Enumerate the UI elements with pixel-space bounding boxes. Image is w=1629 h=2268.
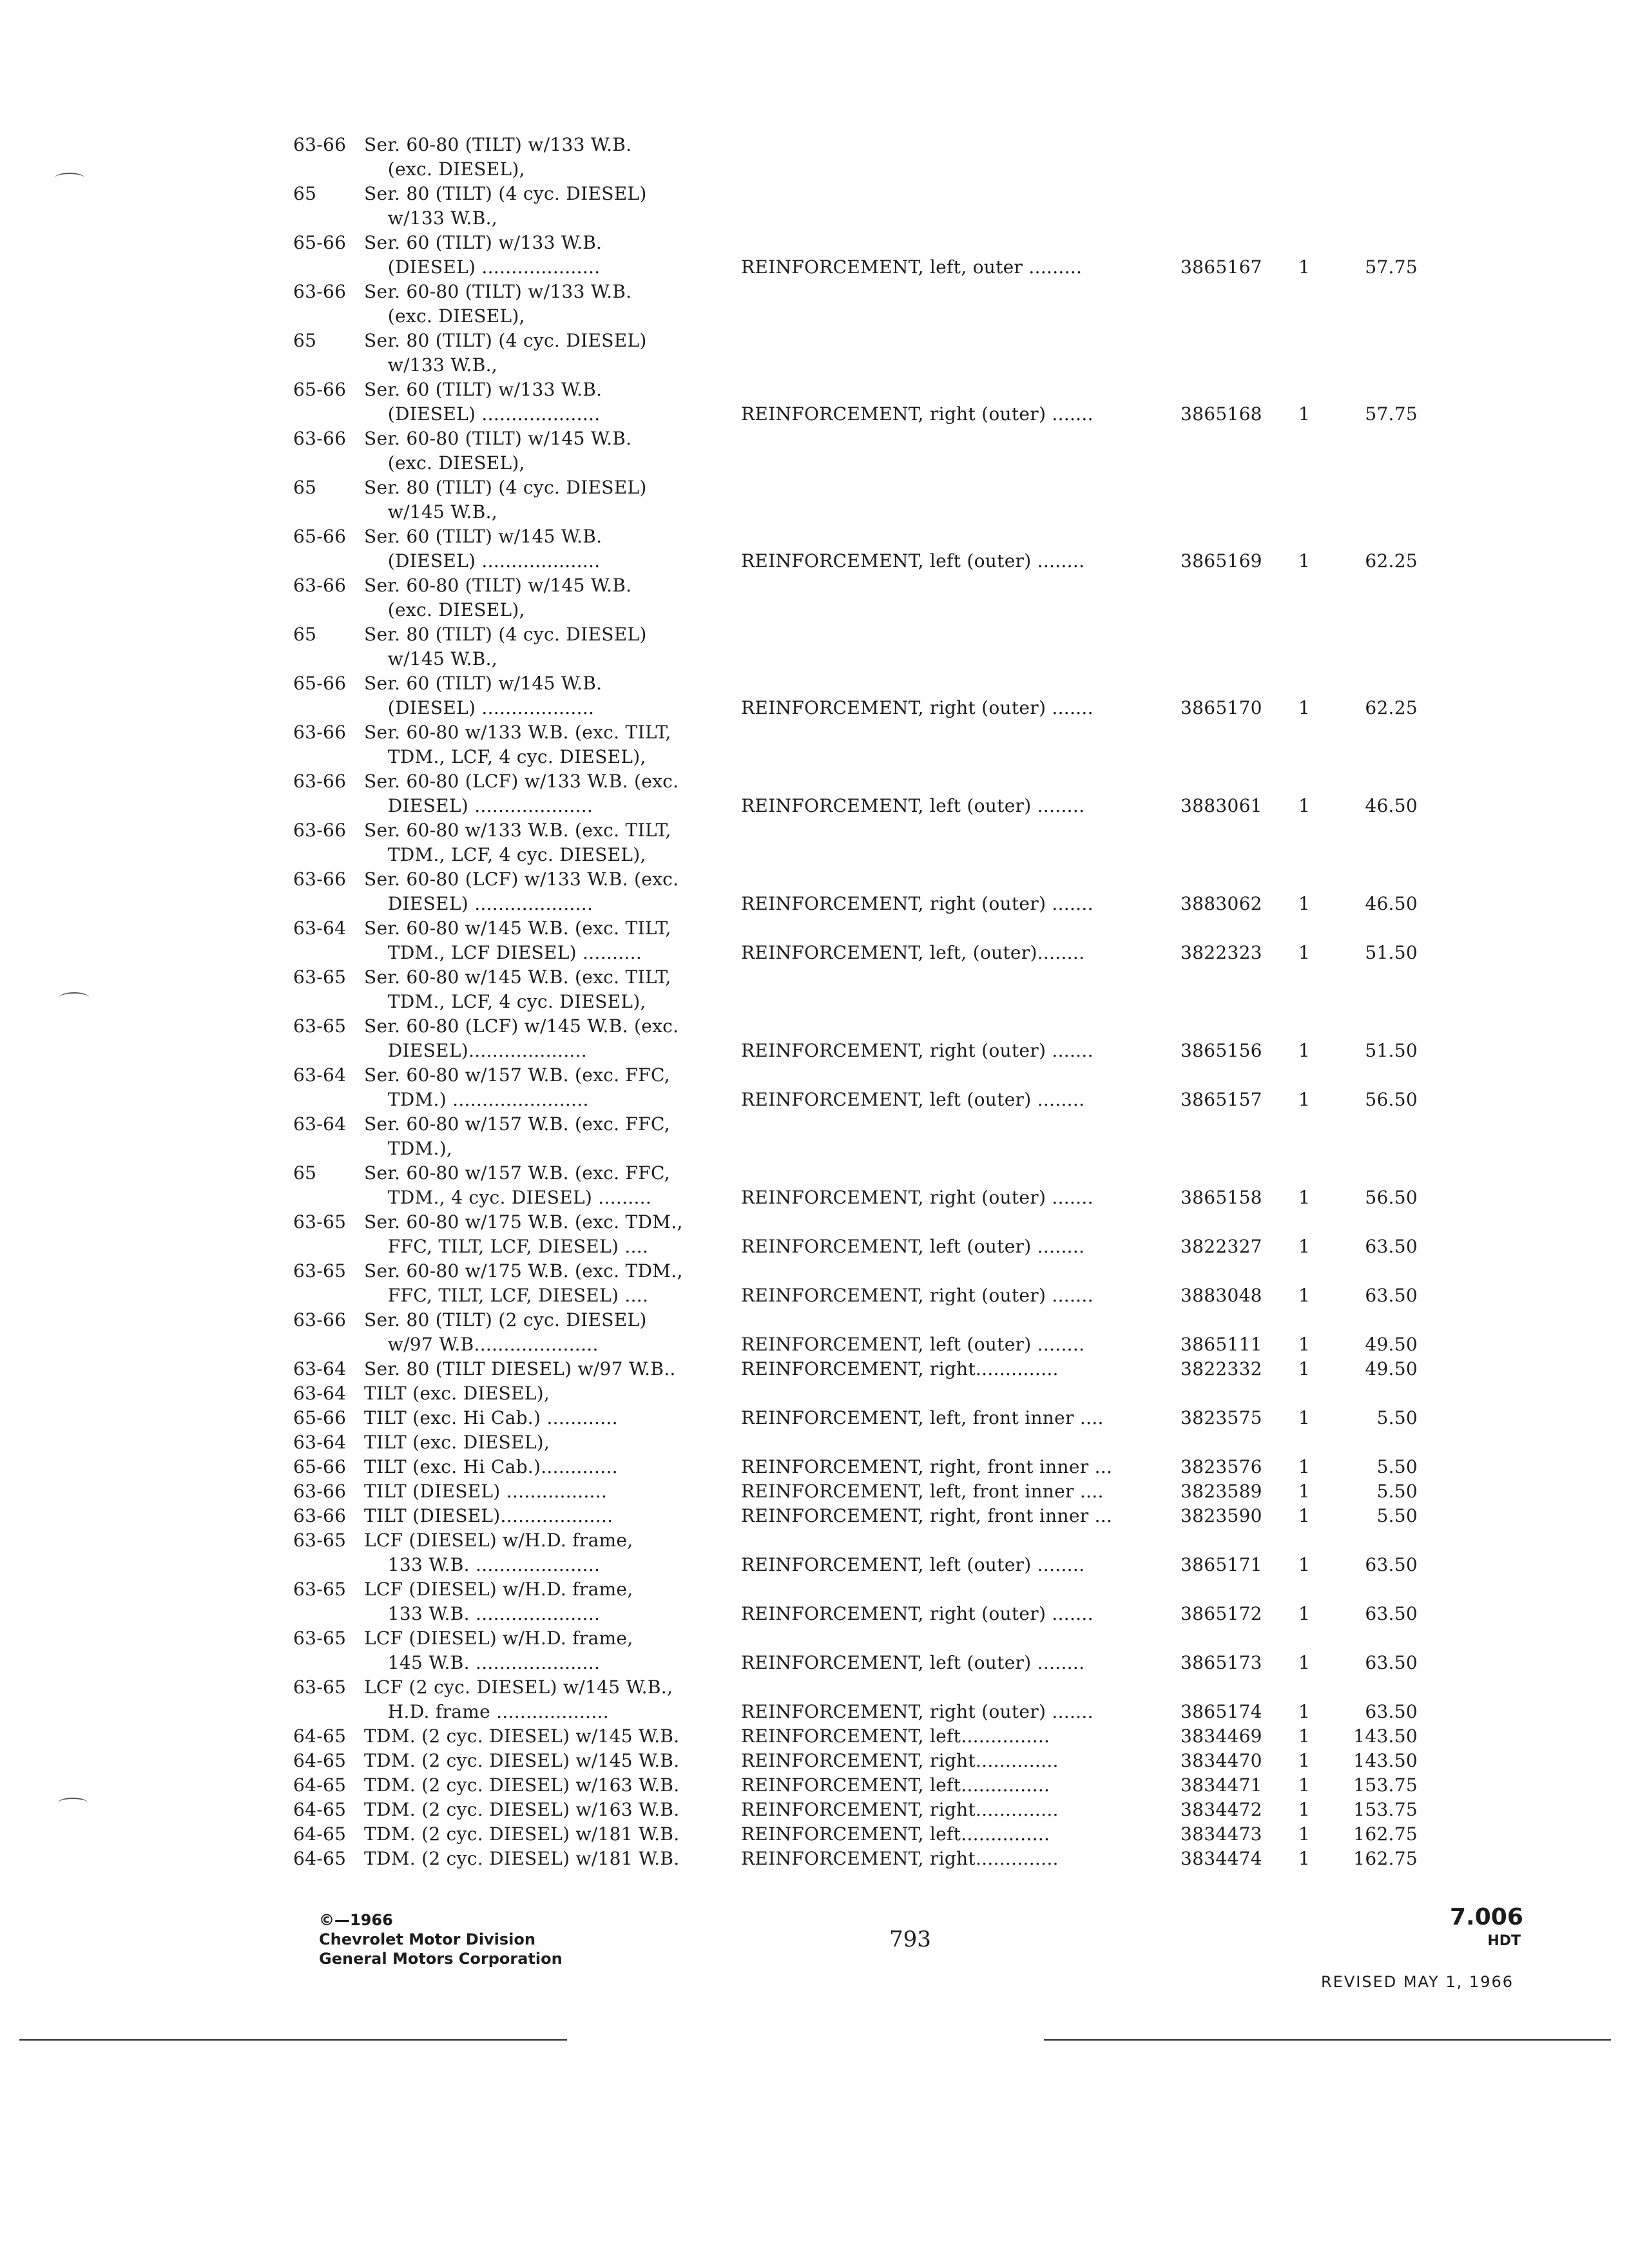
price-cell: 153.75 xyxy=(1353,1774,1418,1796)
application-cell: Ser. 60-80 w/145 W.B. (exc. TILT, xyxy=(364,918,671,939)
price-cell: 51.50 xyxy=(1365,1040,1418,1061)
bottom-rule xyxy=(1044,2039,1611,2041)
application-cell: Ser. 80 (TILT) (4 cyc. DIESEL) xyxy=(364,183,647,204)
application-cell: Ser. 60-80 w/157 W.B. (exc. FFC, xyxy=(364,1064,670,1086)
application-cell: TDM., LCF, 4 cyc. DIESEL), xyxy=(364,991,646,1012)
part-number-cell: 3865169 xyxy=(1181,550,1262,572)
part-number-cell: 3865170 xyxy=(1181,697,1262,718)
copyright-line: ©—1966 xyxy=(319,1911,393,1929)
part-number-cell: 3834469 xyxy=(1181,1725,1262,1747)
application-cell: 133 W.B. ..................... xyxy=(364,1603,601,1624)
application-cell: Ser. 80 (TILT) (4 cyc. DIESEL) xyxy=(364,330,647,351)
application-cell: DIESEL) .................... xyxy=(364,795,593,816)
application-cell: 133 W.B. ..................... xyxy=(364,1554,601,1575)
application-cell: Ser. 60-80 (LCF) w/133 W.B. (exc. xyxy=(364,771,679,792)
year-cell: 63-66 xyxy=(293,1309,347,1331)
price-cell: 57.75 xyxy=(1365,256,1418,278)
price-cell: 46.50 xyxy=(1365,893,1418,914)
application-cell: w/133 W.B., xyxy=(364,354,498,376)
quantity-cell: 1 xyxy=(1298,1652,1311,1673)
year-cell: 64-65 xyxy=(293,1774,347,1796)
part-name-cell: REINFORCEMENT, left............... xyxy=(741,1725,1050,1747)
section-number: 7.006 xyxy=(1450,1904,1523,1930)
year-cell: 63-65 xyxy=(293,966,347,988)
quantity-cell: 1 xyxy=(1298,795,1311,816)
part-number-cell: 3865158 xyxy=(1181,1187,1262,1208)
quantity-cell: 1 xyxy=(1298,256,1311,278)
application-cell: Ser. 60-80 (TILT) w/145 W.B. xyxy=(364,428,632,449)
year-cell: 63-64 xyxy=(293,1432,347,1453)
price-cell: 56.50 xyxy=(1365,1187,1418,1208)
application-cell: Ser. 60-80 w/175 W.B. (exc. TDM., xyxy=(364,1211,683,1233)
year-cell: 63-64 xyxy=(293,918,347,939)
application-cell: TDM. (2 cyc. DIESEL) w/181 W.B. xyxy=(364,1823,680,1845)
application-cell: Ser. 60-80 (LCF) w/145 W.B. (exc. xyxy=(364,1015,679,1037)
application-cell: Ser. 60-80 w/175 W.B. (exc. TDM., xyxy=(364,1260,683,1282)
quantity-cell: 1 xyxy=(1298,1554,1311,1575)
part-name-cell: REINFORCEMENT, left (outer) ........ xyxy=(741,1334,1085,1355)
application-cell: Ser. 60 (TILT) w/145 W.B. xyxy=(364,673,602,694)
footer-publisher xyxy=(319,1910,563,1968)
price-cell: 49.50 xyxy=(1365,1358,1418,1379)
year-cell: 63-65 xyxy=(293,1260,347,1282)
application-cell: Ser. 60 (TILT) w/145 W.B. xyxy=(364,526,602,547)
price-cell: 5.50 xyxy=(1376,1407,1418,1428)
year-cell: 63-66 xyxy=(293,1505,347,1526)
year-cell: 63-64 xyxy=(293,1113,347,1135)
part-name-cell: REINFORCEMENT, right (outer) ....... xyxy=(741,1285,1094,1306)
price-cell: 63.50 xyxy=(1365,1652,1418,1673)
year-cell: 63-64 xyxy=(293,1358,347,1379)
application-cell: (DIESEL) ................... xyxy=(364,697,595,718)
application-cell: Ser. 60-80 w/133 W.B. (exc. TILT, xyxy=(364,722,671,743)
price-cell: 62.25 xyxy=(1365,697,1418,718)
application-cell: Ser. 60-80 (TILT) w/133 W.B. xyxy=(364,281,632,302)
price-cell: 56.50 xyxy=(1365,1089,1418,1110)
price-cell: 5.50 xyxy=(1376,1505,1418,1526)
part-number-cell: 3823589 xyxy=(1181,1481,1262,1502)
hole-punch-mark xyxy=(59,992,89,1003)
application-cell: Ser. 80 (TILT) (4 cyc. DIESEL) xyxy=(364,624,647,645)
year-cell: 65-66 xyxy=(293,526,347,547)
part-name-cell: REINFORCEMENT, right.............. xyxy=(741,1750,1059,1771)
part-number-cell: 3865157 xyxy=(1181,1089,1262,1110)
quantity-cell: 1 xyxy=(1298,1603,1311,1624)
application-cell: Ser. 60-80 w/157 W.B. (exc. FFC, xyxy=(364,1113,670,1135)
year-cell: 65 xyxy=(293,183,317,204)
part-name-cell: REINFORCEMENT, right (outer) ....... xyxy=(741,697,1094,718)
application-cell: TDM.) ....................... xyxy=(364,1089,589,1110)
application-cell: TDM.), xyxy=(364,1138,453,1159)
section-code: HDT xyxy=(1487,1933,1521,1949)
part-name-cell: REINFORCEMENT, right.............. xyxy=(741,1358,1059,1379)
part-name-cell: REINFORCEMENT, left (outer) ........ xyxy=(741,1652,1085,1673)
quantity-cell: 1 xyxy=(1298,1187,1311,1208)
application-cell: Ser. 80 (TILT) (4 cyc. DIESEL) xyxy=(364,477,647,498)
year-cell: 63-65 xyxy=(293,1677,347,1698)
quantity-cell: 1 xyxy=(1298,893,1311,914)
part-number-cell: 3834470 xyxy=(1181,1750,1262,1771)
part-name-cell: REINFORCEMENT, left, outer ......... xyxy=(741,256,1083,278)
quantity-cell: 1 xyxy=(1298,1285,1311,1306)
quantity-cell: 1 xyxy=(1298,1505,1311,1526)
part-number-cell: 3883048 xyxy=(1181,1285,1262,1306)
price-cell: 63.50 xyxy=(1365,1236,1418,1257)
year-cell: 63-64 xyxy=(293,1383,347,1404)
application-cell: DIESEL).................... xyxy=(364,1040,587,1061)
year-cell: 65 xyxy=(293,1162,317,1184)
part-number-cell: 3834472 xyxy=(1181,1799,1262,1820)
year-cell: 64-65 xyxy=(293,1799,347,1820)
application-cell: FFC, TILT, LCF, DIESEL) .... xyxy=(364,1285,649,1306)
year-cell: 64-65 xyxy=(293,1725,347,1747)
application-cell: Ser. 80 (TILT DIESEL) w/97 W.B.. xyxy=(364,1358,676,1379)
hole-punch-mark xyxy=(58,1798,88,1808)
year-cell: 65-66 xyxy=(293,1407,347,1428)
year-cell: 65-66 xyxy=(293,379,347,400)
part-number-cell: 3865172 xyxy=(1181,1603,1262,1624)
part-number-cell: 3883061 xyxy=(1181,795,1262,816)
part-name-cell: REINFORCEMENT, left (outer) ........ xyxy=(741,1089,1085,1110)
part-number-cell: 3883062 xyxy=(1181,893,1262,914)
year-cell: 65 xyxy=(293,624,317,645)
application-cell: LCF (2 cyc. DIESEL) w/145 W.B., xyxy=(364,1677,673,1698)
part-number-cell: 3865174 xyxy=(1181,1701,1262,1722)
year-cell: 64-65 xyxy=(293,1848,347,1869)
part-number-cell: 3823590 xyxy=(1181,1505,1262,1526)
quantity-cell: 1 xyxy=(1298,403,1311,425)
application-cell: TILT (DIESEL) ................. xyxy=(364,1481,608,1502)
application-cell: (exc. DIESEL), xyxy=(364,305,525,327)
price-cell: 5.50 xyxy=(1376,1481,1418,1502)
application-cell: Ser. 60-80 w/157 W.B. (exc. FFC, xyxy=(364,1162,670,1184)
part-number-cell: 3823576 xyxy=(1181,1456,1262,1477)
year-cell: 63-64 xyxy=(293,1064,347,1086)
part-number-cell: 3865171 xyxy=(1181,1554,1262,1575)
application-cell: (DIESEL) .................... xyxy=(364,256,601,278)
application-cell: LCF (DIESEL) w/H.D. frame, xyxy=(364,1579,633,1600)
part-number-cell: 3865173 xyxy=(1181,1652,1262,1673)
application-cell: TILT (exc. DIESEL), xyxy=(364,1432,550,1453)
application-cell: TDM. (2 cyc. DIESEL) w/163 W.B. xyxy=(364,1799,680,1820)
price-cell: 162.75 xyxy=(1353,1823,1418,1845)
part-name-cell: REINFORCEMENT, left............... xyxy=(741,1823,1050,1845)
price-cell: 57.75 xyxy=(1365,403,1418,425)
quantity-cell: 1 xyxy=(1298,1358,1311,1379)
application-cell: H.D. frame ................... xyxy=(364,1701,609,1722)
part-name-cell: REINFORCEMENT, right, front inner ... xyxy=(741,1456,1113,1477)
part-name-cell: REINFORCEMENT, right (outer) ....... xyxy=(741,1701,1094,1722)
application-cell: (DIESEL) .................... xyxy=(364,550,601,572)
part-number-cell: 3823575 xyxy=(1181,1407,1262,1428)
application-cell: TILT (DIESEL)................... xyxy=(364,1505,613,1526)
year-cell: 63-66 xyxy=(293,869,347,890)
application-cell: Ser. 60-80 (TILT) w/133 W.B. xyxy=(364,134,632,155)
application-cell: TDM. (2 cyc. DIESEL) w/145 W.B. xyxy=(364,1750,680,1771)
corporation-line: General Motors Corporation xyxy=(319,1950,563,1968)
price-cell: 51.50 xyxy=(1365,942,1418,963)
part-name-cell: REINFORCEMENT, right.............. xyxy=(741,1799,1059,1820)
application-cell: TDM., LCF DIESEL) .......... xyxy=(364,942,642,963)
part-number-cell: 3822323 xyxy=(1181,942,1262,963)
quantity-cell: 1 xyxy=(1298,1334,1311,1355)
quantity-cell: 1 xyxy=(1298,1089,1311,1110)
application-cell: Ser. 60-80 w/145 W.B. (exc. TILT, xyxy=(364,966,671,988)
part-name-cell: REINFORCEMENT, right (outer) ....... xyxy=(741,1040,1094,1061)
quantity-cell: 1 xyxy=(1298,1040,1311,1061)
application-cell: (exc. DIESEL), xyxy=(364,452,525,474)
part-name-cell: REINFORCEMENT, left, (outer)........ xyxy=(741,942,1085,963)
part-name-cell: REINFORCEMENT, left (outer) ........ xyxy=(741,550,1085,572)
part-number-cell: 3865111 xyxy=(1181,1334,1262,1355)
part-name-cell: REINFORCEMENT, right (outer) ....... xyxy=(741,1603,1094,1624)
price-cell: 46.50 xyxy=(1365,795,1418,816)
year-cell: 63-65 xyxy=(293,1015,347,1037)
application-cell: w/97 W.B..................... xyxy=(364,1334,599,1355)
price-cell: 5.50 xyxy=(1376,1456,1418,1477)
year-cell: 65-66 xyxy=(293,232,347,253)
price-cell: 63.50 xyxy=(1365,1554,1418,1575)
year-cell: 63-66 xyxy=(293,281,347,302)
part-name-cell: REINFORCEMENT, right (outer) ....... xyxy=(741,403,1094,425)
year-cell: 63-66 xyxy=(293,722,347,743)
part-number-cell: 3865156 xyxy=(1181,1040,1262,1061)
year-cell: 63-66 xyxy=(293,428,347,449)
part-name-cell: REINFORCEMENT, right (outer) ....... xyxy=(741,893,1094,914)
hole-punch-mark xyxy=(55,173,84,183)
division-line: Chevrolet Motor Division xyxy=(319,1930,535,1948)
part-number-cell: 3834473 xyxy=(1181,1823,1262,1845)
page-number: 793 xyxy=(889,1927,931,1952)
year-cell: 63-65 xyxy=(293,1530,347,1551)
price-cell: 143.50 xyxy=(1353,1750,1418,1771)
price-cell: 143.50 xyxy=(1353,1725,1418,1747)
part-name-cell: REINFORCEMENT, right.............. xyxy=(741,1848,1059,1869)
price-cell: 162.75 xyxy=(1353,1848,1418,1869)
quantity-cell: 1 xyxy=(1298,1407,1311,1428)
year-cell: 65 xyxy=(293,477,317,498)
quantity-cell: 1 xyxy=(1298,1481,1311,1502)
part-number-cell: 3822327 xyxy=(1181,1236,1262,1257)
year-cell: 63-66 xyxy=(293,134,347,155)
part-name-cell: REINFORCEMENT, left, front inner .... xyxy=(741,1481,1104,1502)
application-cell: TDM., 4 cyc. DIESEL) ......... xyxy=(364,1187,652,1208)
year-cell: 63-66 xyxy=(293,820,347,841)
part-name-cell: REINFORCEMENT, left (outer) ........ xyxy=(741,1554,1085,1575)
year-cell: 63-65 xyxy=(293,1579,347,1600)
application-cell: TDM., LCF, 4 cyc. DIESEL), xyxy=(364,844,646,865)
application-cell: Ser. 60 (TILT) w/133 W.B. xyxy=(364,232,602,253)
revision-date: REVISED MAY 1, 1966 xyxy=(1321,1973,1514,1991)
bottom-rule xyxy=(19,2039,567,2041)
part-number-cell: 3834471 xyxy=(1181,1774,1262,1796)
year-cell: 63-66 xyxy=(293,771,347,792)
quantity-cell: 1 xyxy=(1298,697,1311,718)
application-cell: DIESEL) .................... xyxy=(364,893,593,914)
year-cell: 64-65 xyxy=(293,1823,347,1845)
application-cell: (exc. DIESEL), xyxy=(364,159,525,180)
part-name-cell: REINFORCEMENT, right, front inner ... xyxy=(741,1505,1113,1526)
application-cell: Ser. 60-80 (TILT) w/145 W.B. xyxy=(364,575,632,596)
part-name-cell: REINFORCEMENT, left (outer) ........ xyxy=(741,795,1085,816)
part-number-cell: 3865168 xyxy=(1181,403,1262,425)
quantity-cell: 1 xyxy=(1298,1725,1311,1747)
application-cell: TDM. (2 cyc. DIESEL) w/181 W.B. xyxy=(364,1848,680,1869)
application-cell: Ser. 60 (TILT) w/133 W.B. xyxy=(364,379,602,400)
application-cell: w/145 W.B., xyxy=(364,648,498,669)
part-name-cell: REINFORCEMENT, left............... xyxy=(741,1774,1050,1796)
application-cell: (exc. DIESEL), xyxy=(364,599,525,620)
quantity-cell: 1 xyxy=(1298,1799,1311,1820)
quantity-cell: 1 xyxy=(1298,550,1311,572)
application-cell: TILT (exc. DIESEL), xyxy=(364,1383,550,1404)
part-number-cell: 3834474 xyxy=(1181,1848,1262,1869)
application-cell: Ser. 80 (TILT) (2 cyc. DIESEL) xyxy=(364,1309,647,1331)
part-number-cell: 3822332 xyxy=(1181,1358,1262,1379)
price-cell: 63.50 xyxy=(1365,1701,1418,1722)
quantity-cell: 1 xyxy=(1298,1236,1311,1257)
year-cell: 65-66 xyxy=(293,673,347,694)
application-cell: TDM., LCF, 4 cyc. DIESEL), xyxy=(364,746,646,767)
year-cell: 64-65 xyxy=(293,1750,347,1771)
part-name-cell: REINFORCEMENT, left (outer) ........ xyxy=(741,1236,1085,1257)
year-cell: 63-65 xyxy=(293,1211,347,1233)
price-cell: 63.50 xyxy=(1365,1603,1418,1624)
year-cell: 65-66 xyxy=(293,1456,347,1477)
application-cell: Ser. 60-80 (LCF) w/133 W.B. (exc. xyxy=(364,869,679,890)
price-cell: 153.75 xyxy=(1353,1799,1418,1820)
quantity-cell: 1 xyxy=(1298,1774,1311,1796)
part-number-cell: 3865167 xyxy=(1181,256,1262,278)
application-cell: (DIESEL) .................... xyxy=(364,403,601,425)
quantity-cell: 1 xyxy=(1298,1823,1311,1845)
price-cell: 62.25 xyxy=(1365,550,1418,572)
application-cell: LCF (DIESEL) w/H.D. frame, xyxy=(364,1530,633,1551)
application-cell: Ser. 60-80 w/133 W.B. (exc. TILT, xyxy=(364,820,671,841)
application-cell: TDM. (2 cyc. DIESEL) w/145 W.B. xyxy=(364,1725,680,1747)
quantity-cell: 1 xyxy=(1298,1456,1311,1477)
quantity-cell: 1 xyxy=(1298,1848,1311,1869)
price-cell: 63.50 xyxy=(1365,1285,1418,1306)
application-cell: w/145 W.B., xyxy=(364,501,498,523)
price-cell: 49.50 xyxy=(1365,1334,1418,1355)
year-cell: 63-65 xyxy=(293,1628,347,1649)
part-name-cell: REINFORCEMENT, left, front inner .... xyxy=(741,1407,1104,1428)
part-name-cell: REINFORCEMENT, right (outer) ....... xyxy=(741,1187,1094,1208)
quantity-cell: 1 xyxy=(1298,942,1311,963)
application-cell: LCF (DIESEL) w/H.D. frame, xyxy=(364,1628,633,1649)
application-cell: 145 W.B. ..................... xyxy=(364,1652,601,1673)
application-cell: w/133 W.B., xyxy=(364,207,498,229)
year-cell: 63-66 xyxy=(293,1481,347,1502)
year-cell: 65 xyxy=(293,330,317,351)
quantity-cell: 1 xyxy=(1298,1750,1311,1771)
application-cell: FFC, TILT, LCF, DIESEL) .... xyxy=(364,1236,649,1257)
quantity-cell: 1 xyxy=(1298,1701,1311,1722)
application-cell: TILT (exc. Hi Cab.)............. xyxy=(364,1456,618,1477)
year-cell: 63-66 xyxy=(293,575,347,596)
application-cell: TILT (exc. Hi Cab.) ............ xyxy=(364,1407,618,1428)
application-cell: TDM. (2 cyc. DIESEL) w/163 W.B. xyxy=(364,1774,680,1796)
